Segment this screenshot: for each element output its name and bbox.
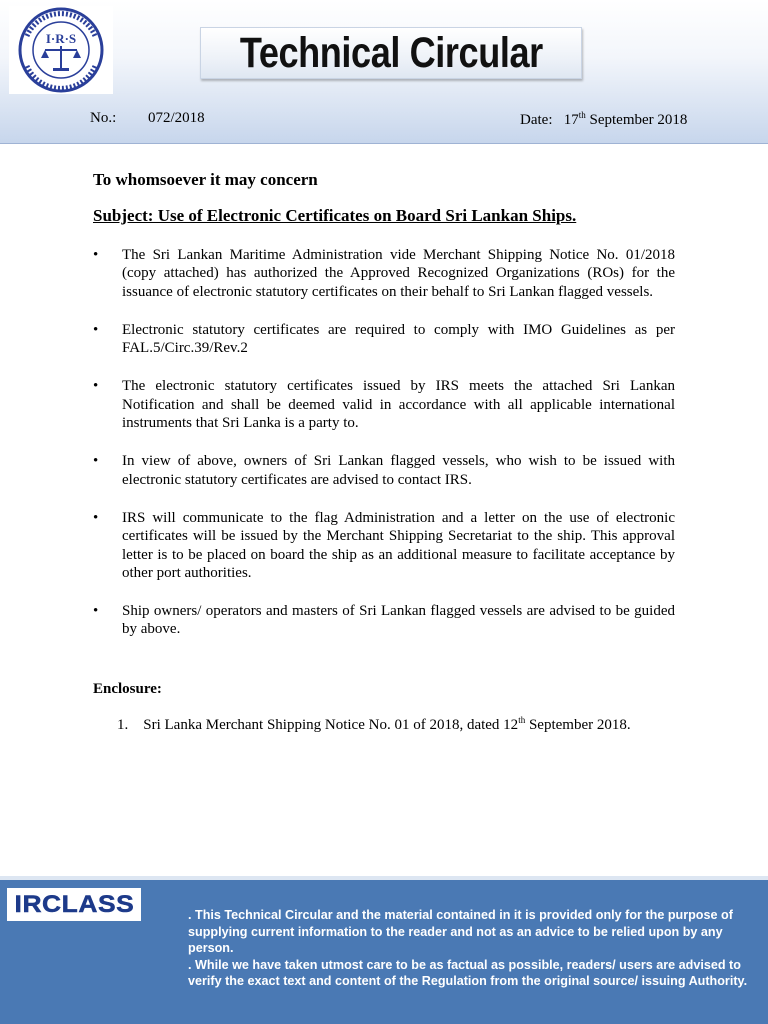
bullet-item xyxy=(93,246,675,301)
disclaimer-paragraph: . This Technical Circular and the material contained in it is provided only for the purpose of supplying current information to the reader and not as an advice to be relied upon by any person. xyxy=(188,908,733,955)
irs-seal-logo xyxy=(9,6,113,94)
date-month-year: September 2018 xyxy=(589,112,688,128)
irclass-logo xyxy=(7,888,141,921)
disclaimer-paragraph: . While we have taken utmost care to be as factual as possible, readers/ users are advised to verify the exact text and content of the Regulation from the original source/ issuing Authority. xyxy=(188,957,748,988)
enclosure-number: 1. xyxy=(117,717,129,733)
addressee: To whomsoever it may concern xyxy=(93,170,318,189)
bullet-text: The Sri Lankan Maritime Administration vide Merchant Shipping Notice No. 01/2018 (copy attached) has authorized the Approved Recognized Organizations (ROs) for the issuance of electronic statutory certificates on their behalf to Sri Lankan flagged vessels. xyxy=(122,247,675,300)
date-suffix: th xyxy=(578,110,586,120)
enclosure-text-end: September 2018. xyxy=(528,717,631,733)
bullet-item xyxy=(93,377,675,432)
enclosure-text: Sri Lanka Merchant Shipping Notice No. 01 of 2018, dated 12 xyxy=(143,717,519,733)
enclosure-heading: Enclosure: xyxy=(93,681,162,697)
bullet-item xyxy=(93,321,675,358)
bullet-glyph: • xyxy=(93,603,99,620)
enclosure-date-suffix: th xyxy=(518,715,526,725)
bullet-text: In view of above, owners of Sri Lankan flagged vessels, who wish to be issued with electronic statutory certificates are advised to contact IRS. xyxy=(122,453,675,488)
bullet-list xyxy=(93,246,675,659)
bullet-glyph: • xyxy=(93,453,99,470)
bullet-text: Ship owners/ operators and masters of Sri Lankan flagged vessels are advised to be guided by above. xyxy=(122,603,675,638)
circular-number: 072/2018 xyxy=(148,110,205,126)
bullet-item xyxy=(93,509,675,582)
bullet-item xyxy=(93,452,675,489)
bullet-text: Electronic statutory certificates are required to comply with IMO Guidelines as per FAL.5/Circ.39/Rev.2 xyxy=(122,321,675,357)
date-label: Date: xyxy=(520,112,553,128)
page-title: Technical Circular xyxy=(239,28,543,77)
title-banner xyxy=(200,27,582,79)
brand-wordmark: IRCLASS xyxy=(14,890,134,918)
bullet-glyph: • xyxy=(93,378,99,395)
bullet-glyph: • xyxy=(93,247,99,263)
subject-line: Subject: Use of Electronic Certificates on Board Sri Lankan Ships. xyxy=(93,206,577,225)
bullet-glyph: • xyxy=(93,321,99,338)
bullet-text: The electronic statutory certificates issued by IRS meets the attached Sri Lankan Notification and shall be deemed valid in accordance with all applicable international instruments that Sri Lanka is a party to. xyxy=(122,378,675,432)
disclaimer xyxy=(188,907,758,990)
circular-date xyxy=(520,110,687,129)
date-day: 17 xyxy=(563,112,579,128)
svg-text:I·R·S: I·R·S xyxy=(45,31,77,46)
circular-number-label: No.: xyxy=(90,110,117,126)
enclosure-item xyxy=(117,715,631,734)
bullet-item xyxy=(93,602,675,639)
bullet-glyph: • xyxy=(93,509,99,526)
bullet-text: IRS will communicate to the flag Administration and a letter on the use of electronic certificates will be issued by the Merchant Shipping Secretariat to the ship. This approval letter is to be placed on board the ship as an additional measure to facilitate acceptance by other port authorities. xyxy=(122,509,675,581)
